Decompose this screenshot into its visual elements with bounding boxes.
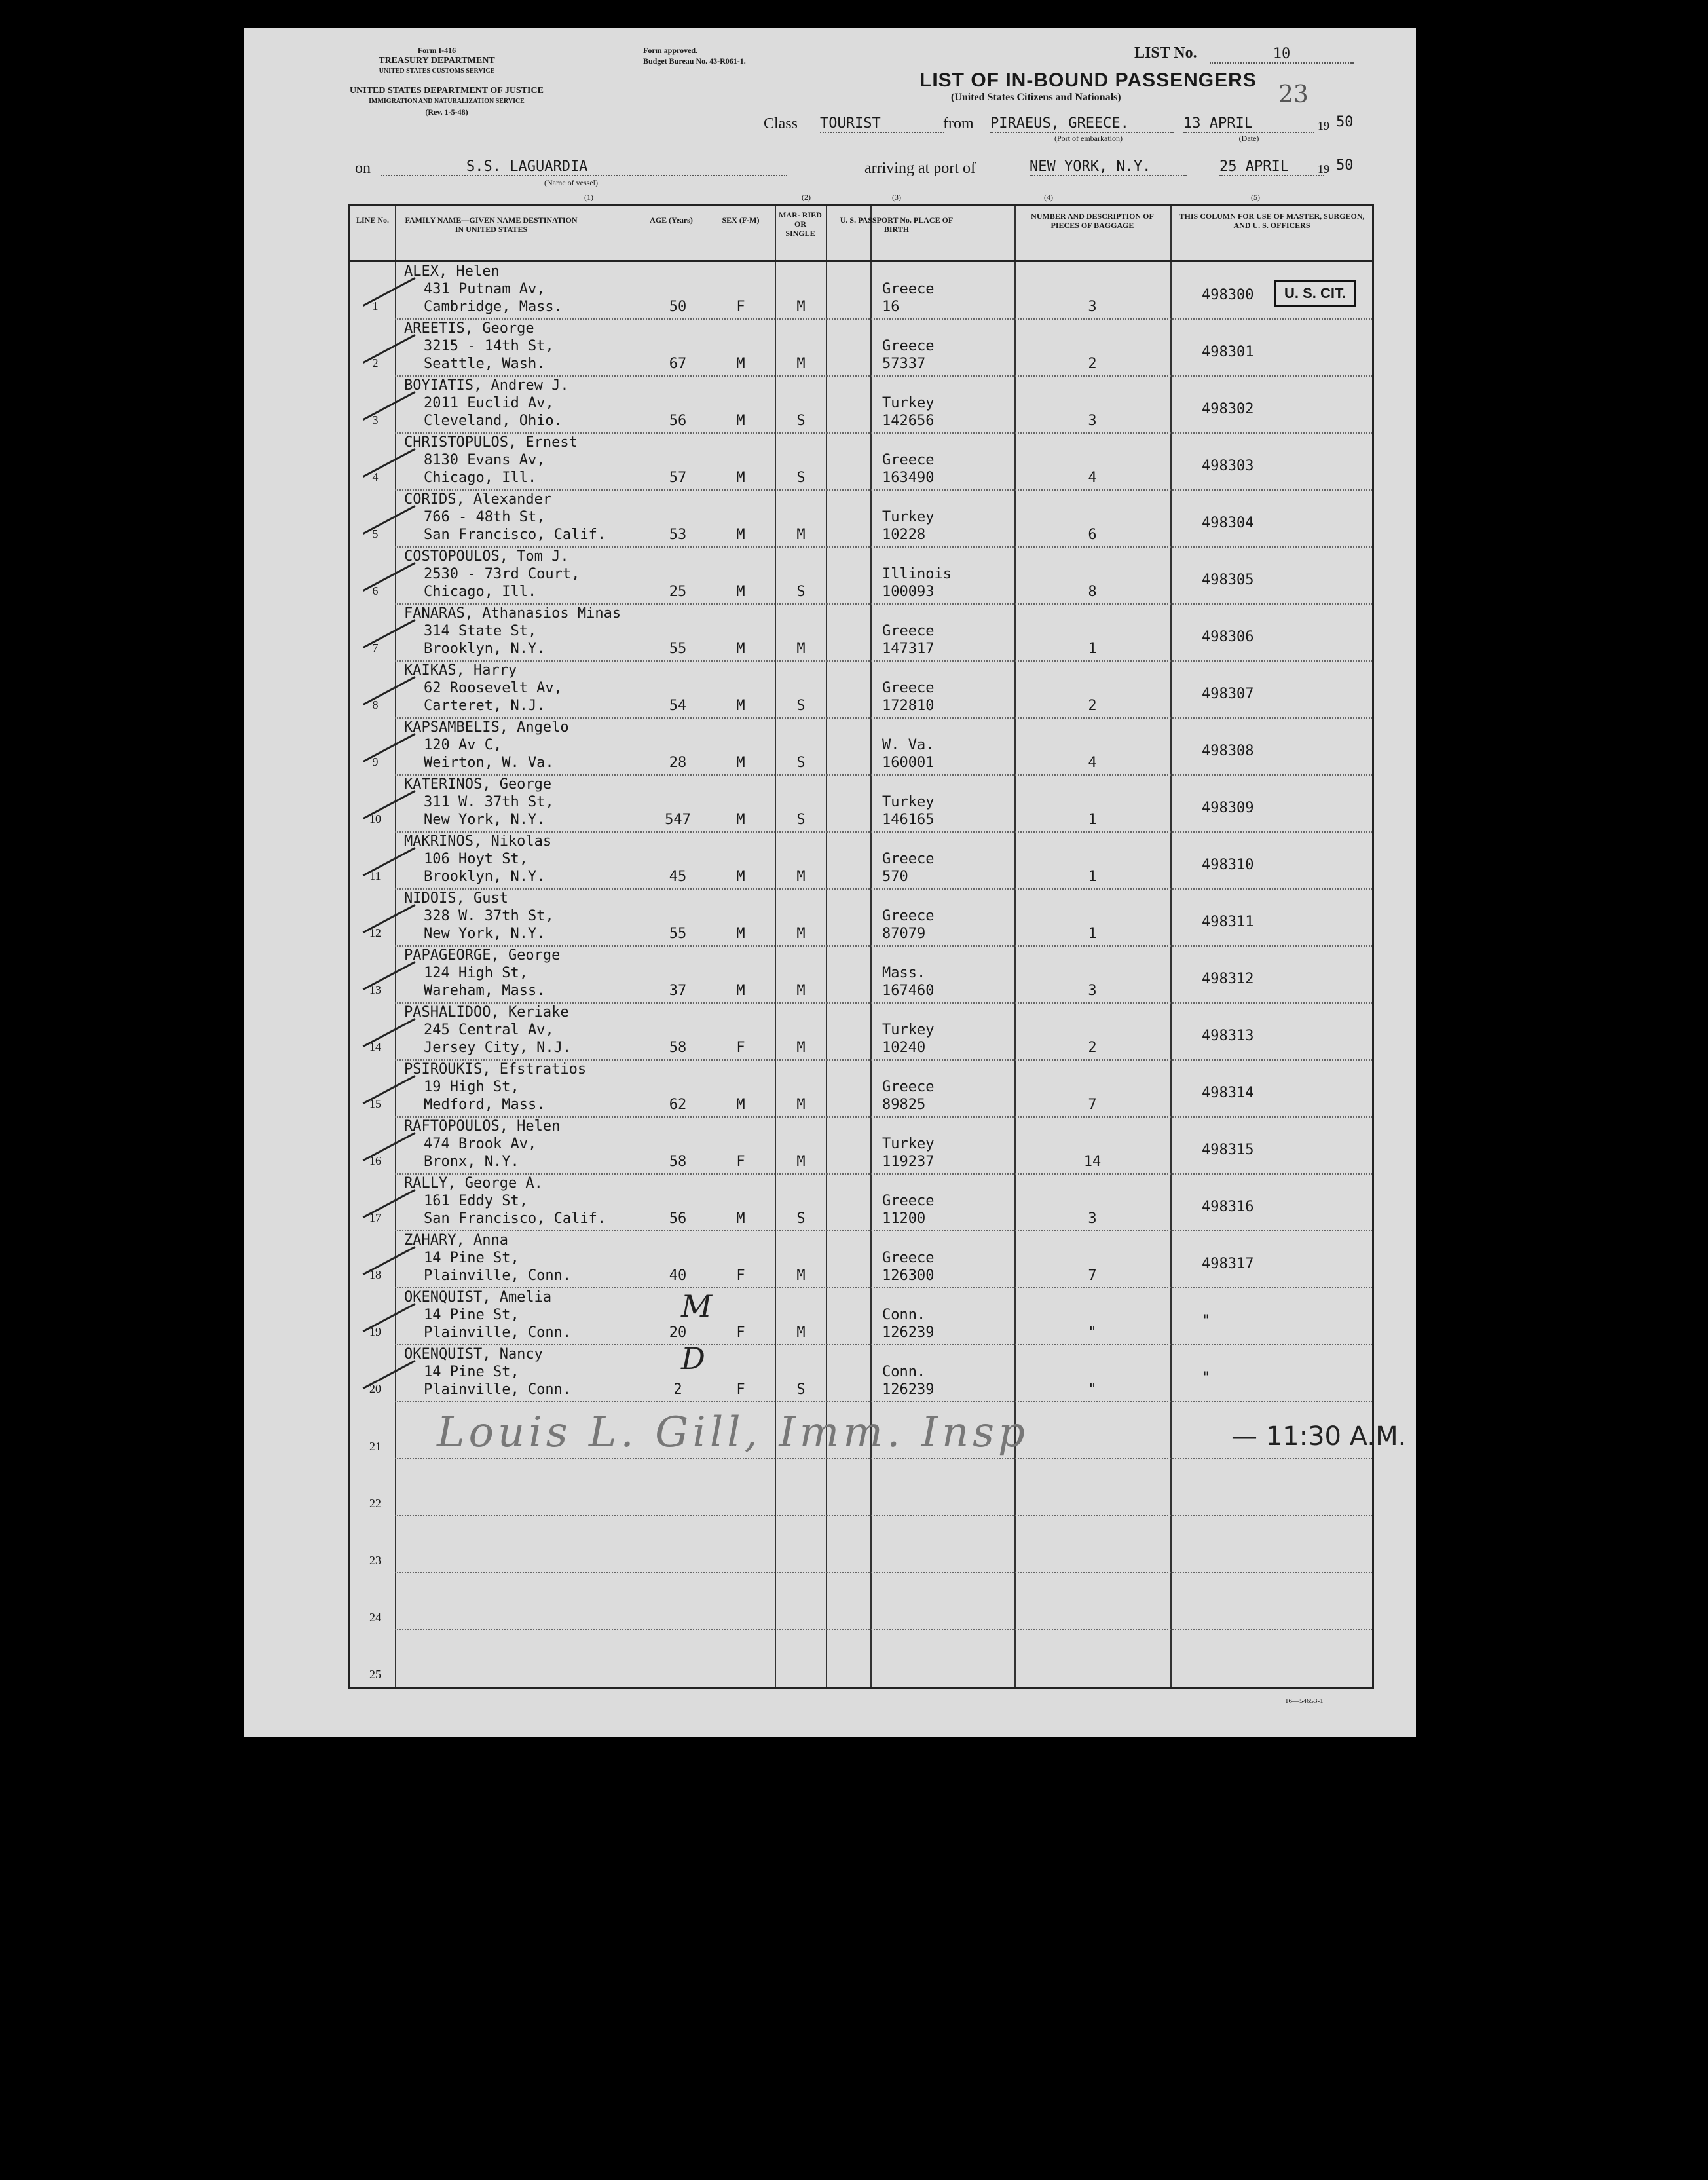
place-of-birth: Greece: [882, 281, 935, 297]
table-row: [350, 1230, 1372, 1287]
line-number: 19: [369, 1325, 381, 1338]
address-street: 314 State St,: [424, 623, 537, 639]
line-number: 11: [369, 869, 381, 882]
line-number: 8: [372, 698, 379, 711]
sex: F: [736, 1040, 745, 1056]
age: 37: [669, 983, 687, 999]
address-city: Carteret, N.J.: [424, 698, 546, 714]
marital-status: S: [796, 1211, 806, 1227]
line-number: 10: [369, 812, 381, 825]
address-street: 474 Brook Av,: [424, 1136, 537, 1152]
line-number: 25: [369, 1668, 381, 1681]
marital-status: M: [796, 926, 806, 942]
passport-number: 10240: [882, 1040, 926, 1056]
passport-number: 16: [882, 299, 900, 315]
sex: M: [736, 1097, 745, 1113]
officer-number: 498316: [1202, 1199, 1254, 1215]
table-row: [350, 546, 1372, 603]
passport-number: 160001: [882, 755, 935, 771]
sex: M: [736, 755, 745, 771]
place-of-birth: Greece: [882, 1250, 935, 1266]
address-city: Plainville, Conn.: [424, 1325, 572, 1341]
address-street: 161 Eddy St,: [424, 1193, 528, 1209]
address-street: 14 Pine St,: [424, 1364, 519, 1380]
address-city: Seattle, Wash.: [424, 356, 546, 372]
arrival-year-prefix: 19: [1318, 162, 1329, 176]
line-number: 21: [369, 1440, 381, 1453]
line-number: 5: [372, 527, 379, 540]
address-city: Weirton, W. Va.: [424, 755, 554, 771]
vessel-name: S.S. LAGUARDIA: [381, 159, 787, 176]
age: 62: [669, 1097, 687, 1113]
header-name: FAMILY NAME—GIVEN NAME DESTINATION IN UNITED STATES: [405, 216, 578, 234]
place-of-birth: Greece: [882, 452, 935, 468]
passport-number: 167460: [882, 983, 935, 999]
address-city: San Francisco, Calif.: [424, 527, 606, 543]
passenger-name: COSTOPOULOS, Tom J.: [404, 548, 569, 565]
age: 55: [669, 641, 687, 657]
officer-number: 498300: [1202, 287, 1254, 303]
ins-service: IMMIGRATION AND NATURALIZATION SERVICE: [369, 98, 525, 105]
line-number: 1: [372, 299, 379, 312]
table-row: [350, 1116, 1372, 1173]
place-of-birth: Greece: [882, 623, 935, 639]
officer-number: 498305: [1202, 572, 1254, 588]
col-number-5: (5): [1251, 193, 1260, 202]
age: 547: [665, 812, 691, 828]
line-number: 6: [372, 584, 379, 597]
passenger-name: OKENQUIST, Amelia: [404, 1289, 552, 1306]
list-no-label: LIST No.: [1134, 45, 1197, 62]
sex: F: [736, 1268, 745, 1284]
place-of-birth: Turkey: [882, 395, 935, 411]
address-city: Brooklyn, N.Y.: [424, 641, 546, 657]
inspector-signature: Louis L. Gill, Imm. Insp: [437, 1408, 1029, 1457]
line-number: 3: [372, 413, 379, 426]
baggage-count: 7: [1088, 1097, 1097, 1113]
passenger-name: PASHALIDOO, Keriake: [404, 1004, 569, 1021]
place-of-birth: Greece: [882, 1193, 935, 1209]
sex: M: [736, 1211, 745, 1227]
header-age: AGE (Years): [650, 216, 693, 225]
baggage-count: 1: [1088, 926, 1097, 942]
age: 40: [669, 1268, 687, 1284]
age: 56: [669, 413, 687, 429]
passport-number: 142656: [882, 413, 935, 429]
header-officers: THIS COLUMN FOR USE OF MASTER, SURGEON, AND U. S. OFFICERS: [1179, 212, 1365, 230]
sex: M: [736, 698, 745, 714]
passport-number: 126239: [882, 1325, 935, 1341]
inspection-time: — 11:30 A.M.: [1231, 1421, 1407, 1452]
officer-number: 498312: [1202, 971, 1254, 987]
table-row: [350, 660, 1372, 717]
table-row: [350, 318, 1372, 375]
passenger-name: CHRISTOPULOS, Ernest: [404, 434, 578, 451]
passenger-name: ZAHARY, Anna: [404, 1232, 508, 1249]
passenger-name: ALEX, Helen: [404, 263, 500, 280]
marital-status: M: [796, 356, 806, 372]
marital-status: M: [796, 1325, 806, 1341]
line-number: 13: [369, 983, 381, 996]
line-number: 15: [369, 1097, 381, 1110]
officer-number: 498310: [1202, 857, 1254, 873]
sex: M: [736, 527, 745, 543]
address-street: 106 Hoyt St,: [424, 851, 528, 867]
arriving-label: arriving at port of: [864, 160, 976, 177]
customs-service: UNITED STATES CUSTOMS SERVICE: [379, 67, 495, 75]
place-of-birth: Greece: [882, 680, 935, 696]
stamped-number: 23: [1278, 81, 1309, 108]
passport-number: 172810: [882, 698, 935, 714]
address-street: 14 Pine St,: [424, 1307, 519, 1323]
officer-number: ": [1202, 1370, 1211, 1386]
sex: M: [736, 812, 745, 828]
passenger-name: MAKRINOS, Nikolas: [404, 833, 552, 850]
place-of-birth: Greece: [882, 1079, 935, 1095]
passport-number: 126300: [882, 1268, 935, 1284]
age: 28: [669, 755, 687, 771]
table-row: [350, 375, 1372, 432]
handwritten-mark-m: M: [681, 1288, 713, 1324]
passenger-name: CORIDS, Alexander: [404, 491, 552, 508]
baggage-count: 7: [1088, 1268, 1097, 1284]
baggage-count: 3: [1088, 1211, 1097, 1227]
place-of-birth: Conn.: [882, 1364, 926, 1380]
marital-status: M: [796, 1040, 806, 1056]
address-street: 311 W. 37th St,: [424, 794, 554, 810]
baggage-count: 4: [1088, 470, 1097, 486]
place-of-birth: Mass.: [882, 965, 926, 981]
age: 55: [669, 926, 687, 942]
table-row: [350, 1287, 1372, 1344]
embark-date: 13 APRIL: [1183, 115, 1314, 133]
year-prefix: 19: [1318, 119, 1329, 132]
address-street: 2011 Euclid Av,: [424, 395, 554, 411]
passenger-name: RALLY, George A.: [404, 1175, 543, 1192]
officer-number: 498315: [1202, 1142, 1254, 1158]
passenger-name: KATERINOS, George: [404, 776, 552, 793]
marital-status: S: [796, 584, 806, 600]
passport-number: 10228: [882, 527, 926, 543]
passport-number: 87079: [882, 926, 926, 942]
baggage-count: 6: [1088, 527, 1097, 543]
baggage-count: 2: [1088, 1040, 1097, 1056]
address-street: 328 W. 37th St,: [424, 908, 554, 924]
passport-number: 119237: [882, 1154, 935, 1170]
line-number: 16: [369, 1154, 381, 1167]
budget-bureau: Budget Bureau No. 43-R061-1.: [643, 56, 746, 66]
baggage-count: 2: [1088, 698, 1097, 714]
place-of-birth: W. Va.: [882, 737, 935, 753]
age: 45: [669, 869, 687, 885]
from-label: from: [943, 115, 974, 132]
place-of-birth: Turkey: [882, 1022, 935, 1038]
address-city: Plainville, Conn.: [424, 1268, 572, 1284]
table-row: [350, 1173, 1372, 1230]
baggage-count: ": [1088, 1325, 1097, 1341]
sex: M: [736, 584, 745, 600]
vessel-caption: (Name of vessel): [544, 178, 598, 187]
baggage-count: 3: [1088, 299, 1097, 315]
address-street: 2530 - 73rd Court,: [424, 566, 580, 582]
marital-status: S: [796, 413, 806, 429]
passenger-name: AREETIS, George: [404, 320, 534, 337]
officer-number: 498313: [1202, 1028, 1254, 1044]
class-value: TOURIST: [820, 115, 944, 133]
manifest-page: [244, 28, 1416, 1737]
sex: M: [736, 413, 745, 429]
treasury-dept: TREASURY DEPARTMENT: [379, 56, 495, 66]
address-city: New York, N.Y.: [424, 926, 546, 942]
baggage-count: 14: [1083, 1154, 1102, 1170]
marital-status: S: [796, 698, 806, 714]
place-of-birth: Illinois: [882, 566, 952, 582]
header-sex: SEX (F-M): [722, 216, 760, 225]
address-street: 8130 Evans Av,: [424, 452, 546, 468]
table-row: [350, 489, 1372, 546]
baggage-count: 3: [1088, 983, 1097, 999]
officer-number: 498303: [1202, 458, 1254, 474]
sex: M: [736, 869, 745, 885]
sex: M: [736, 356, 745, 372]
marital-status: M: [796, 869, 806, 885]
place-of-birth: Greece: [882, 338, 935, 354]
address-city: Plainville, Conn.: [424, 1381, 572, 1398]
marital-status: M: [796, 1154, 806, 1170]
marital-status: S: [796, 1381, 806, 1398]
port-caption: (Port of embarkation): [1054, 134, 1123, 143]
address-city: Bronx, N.Y.: [424, 1154, 519, 1170]
line-number: 18: [369, 1268, 381, 1281]
table-row: [350, 603, 1372, 660]
col-number-4: (4): [1044, 193, 1053, 202]
line-number: 4: [372, 470, 379, 483]
passenger-table: [348, 204, 1374, 1689]
age: 25: [669, 584, 687, 600]
passenger-name: RAFTOPOULOS, Helen: [404, 1118, 561, 1135]
table-row: [350, 717, 1372, 774]
passport-number: 570: [882, 869, 908, 885]
passenger-name: PSIROUKIS, Efstratios: [404, 1061, 587, 1078]
line-number: 7: [372, 641, 379, 654]
line-number: 12: [369, 926, 381, 939]
age: 54: [669, 698, 687, 714]
age: 53: [669, 527, 687, 543]
table-row: [350, 945, 1372, 1002]
address-city: Medford, Mass.: [424, 1097, 546, 1113]
passport-number: 147317: [882, 641, 935, 657]
baggage-count: 2: [1088, 356, 1097, 372]
officer-number: 498317: [1202, 1256, 1254, 1272]
officer-number: 498302: [1202, 401, 1254, 417]
sex: M: [736, 641, 745, 657]
line-number: 20: [369, 1382, 381, 1395]
marital-status: M: [796, 299, 806, 315]
baggage-count: ": [1088, 1381, 1097, 1398]
passport-number: 11200: [882, 1211, 926, 1227]
passenger-name: KAPSAMBELIS, Angelo: [404, 719, 569, 736]
embark-year: 50: [1336, 114, 1354, 130]
table-row: [350, 774, 1372, 831]
table-row: [350, 261, 1372, 318]
manifest-subtitle: (United States Citizens and Nationals): [951, 92, 1121, 103]
table-row: [350, 831, 1372, 888]
marital-status: M: [796, 527, 806, 543]
revision: (Rev. 1-5-48): [425, 107, 468, 117]
manifest-title: LIST OF IN-BOUND PASSENGERS: [919, 69, 1257, 91]
address-city: Cleveland, Ohio.: [424, 413, 563, 429]
age: 58: [669, 1040, 687, 1056]
sex: M: [736, 983, 745, 999]
arrival-year: 50: [1336, 157, 1354, 174]
address-street: 245 Central Av,: [424, 1022, 554, 1038]
passport-number: 163490: [882, 470, 935, 486]
age: 67: [669, 356, 687, 372]
on-label: on: [355, 160, 371, 177]
baggage-count: 1: [1088, 812, 1097, 828]
address-city: Cambridge, Mass.: [424, 299, 563, 315]
marital-status: S: [796, 470, 806, 486]
table-row: [350, 1059, 1372, 1116]
passport-number: 100093: [882, 584, 935, 600]
sex: M: [736, 926, 745, 942]
line-number: 2: [372, 356, 379, 369]
justice-dept: UNITED STATES DEPARTMENT OF JUSTICE: [350, 86, 544, 96]
address-street: 120 Av C,: [424, 737, 502, 753]
arrival-date: 25 APRIL: [1219, 159, 1324, 176]
marital-status: M: [796, 1268, 806, 1284]
address-city: Chicago, Ill.: [424, 470, 537, 486]
address-city: Wareham, Mass.: [424, 983, 546, 999]
address-city: Brooklyn, N.Y.: [424, 869, 546, 885]
passenger-name: FANARAS, Athanasios Minas: [404, 605, 622, 622]
officer-number: 498314: [1202, 1085, 1254, 1101]
table-row: [350, 432, 1372, 489]
officer-number: 498306: [1202, 629, 1254, 645]
passport-number: 146165: [882, 812, 935, 828]
sex: F: [736, 1325, 745, 1341]
class-label: Class: [764, 115, 798, 132]
age: 58: [669, 1154, 687, 1170]
passport-number: 126239: [882, 1381, 935, 1398]
officer-number: ": [1202, 1313, 1211, 1329]
place-of-birth: Turkey: [882, 509, 935, 525]
marital-status: S: [796, 812, 806, 828]
address-city: San Francisco, Calif.: [424, 1211, 606, 1227]
passport-number: 89825: [882, 1097, 926, 1113]
address-street: 766 - 48th St,: [424, 509, 546, 525]
list-number: 10: [1210, 46, 1354, 64]
us-citizen-stamp: U. S. CIT.: [1274, 280, 1356, 307]
officer-number: 498308: [1202, 743, 1254, 759]
sex: F: [736, 1381, 745, 1398]
line-number: 9: [372, 755, 379, 768]
address-city: Chicago, Ill.: [424, 584, 537, 600]
age: 20: [669, 1325, 687, 1341]
address-street: 3215 - 14th St,: [424, 338, 554, 354]
header-married: MAR- RIED OR SINGLE: [779, 210, 822, 238]
place-of-birth: Turkey: [882, 794, 935, 810]
age: 50: [669, 299, 687, 315]
table-row: [350, 1344, 1372, 1401]
address-street: 19 High St,: [424, 1079, 519, 1095]
place-of-birth: Greece: [882, 851, 935, 867]
sex: F: [736, 1154, 745, 1170]
header-line-no: LINE No.: [356, 216, 389, 225]
line-number: 23: [369, 1554, 381, 1567]
address-street: 14 Pine St,: [424, 1250, 519, 1266]
col-number-1: (1): [584, 193, 593, 202]
table-row: [350, 888, 1372, 945]
place-of-birth: Greece: [882, 908, 935, 924]
passenger-name: OKENQUIST, Nancy: [404, 1346, 543, 1362]
passenger-name: KAIKAS, Harry: [404, 662, 517, 679]
handwritten-mark-d: D: [681, 1341, 705, 1376]
officer-number: 498307: [1202, 686, 1254, 702]
officer-number: 498311: [1202, 914, 1254, 930]
address-street: 431 Putnam Av,: [424, 281, 546, 297]
form-footer-code: 16—54653-1: [1285, 1697, 1324, 1705]
marital-status: M: [796, 641, 806, 657]
line-number: 22: [369, 1497, 381, 1510]
form-number: Form I-416: [417, 46, 456, 55]
passenger-name: BOYIATIS, Andrew J.: [404, 377, 569, 394]
baggage-count: 8: [1088, 584, 1097, 600]
header-passport: U. S. PASSPORT No. PLACE OF BIRTH: [840, 216, 954, 234]
address-street: 124 High St,: [424, 965, 528, 981]
officer-number: 498304: [1202, 515, 1254, 531]
baggage-count: 1: [1088, 869, 1097, 885]
from-port: PIRAEUS, GREECE.: [990, 115, 1174, 133]
place-of-birth: Turkey: [882, 1136, 935, 1152]
baggage-count: 3: [1088, 413, 1097, 429]
marital-status: M: [796, 983, 806, 999]
passenger-name: NIDOIS, Gust: [404, 890, 508, 907]
address-street: 62 Roosevelt Av,: [424, 680, 563, 696]
line-number: 24: [369, 1611, 381, 1624]
age: 2: [673, 1381, 682, 1398]
age: 56: [669, 1211, 687, 1227]
arrival-port: NEW YORK, N.Y.: [1030, 159, 1187, 176]
baggage-count: 4: [1088, 755, 1097, 771]
passport-number: 57337: [882, 356, 926, 372]
officer-number: 498309: [1202, 800, 1254, 816]
table-row: [350, 1002, 1372, 1059]
col-number-2: (2): [802, 193, 811, 202]
marital-status: M: [796, 1097, 806, 1113]
line-number: 14: [369, 1040, 381, 1053]
header-baggage: NUMBER AND DESCRIPTION OF PIECES OF BAGGAGE: [1031, 212, 1154, 230]
address-city: New York, N.Y.: [424, 812, 546, 828]
line-number: 17: [369, 1211, 381, 1224]
marital-status: S: [796, 755, 806, 771]
sex: M: [736, 470, 745, 486]
form-approved: Form approved.: [643, 46, 698, 55]
col-number-3: (3): [892, 193, 901, 202]
sex: F: [736, 299, 745, 315]
officer-number: 498301: [1202, 344, 1254, 360]
age: 57: [669, 470, 687, 486]
date-caption: (Date): [1238, 134, 1259, 143]
passenger-name: PAPAGEORGE, George: [404, 947, 561, 964]
baggage-count: 1: [1088, 641, 1097, 657]
place-of-birth: Conn.: [882, 1307, 926, 1323]
address-city: Jersey City, N.J.: [424, 1040, 572, 1056]
